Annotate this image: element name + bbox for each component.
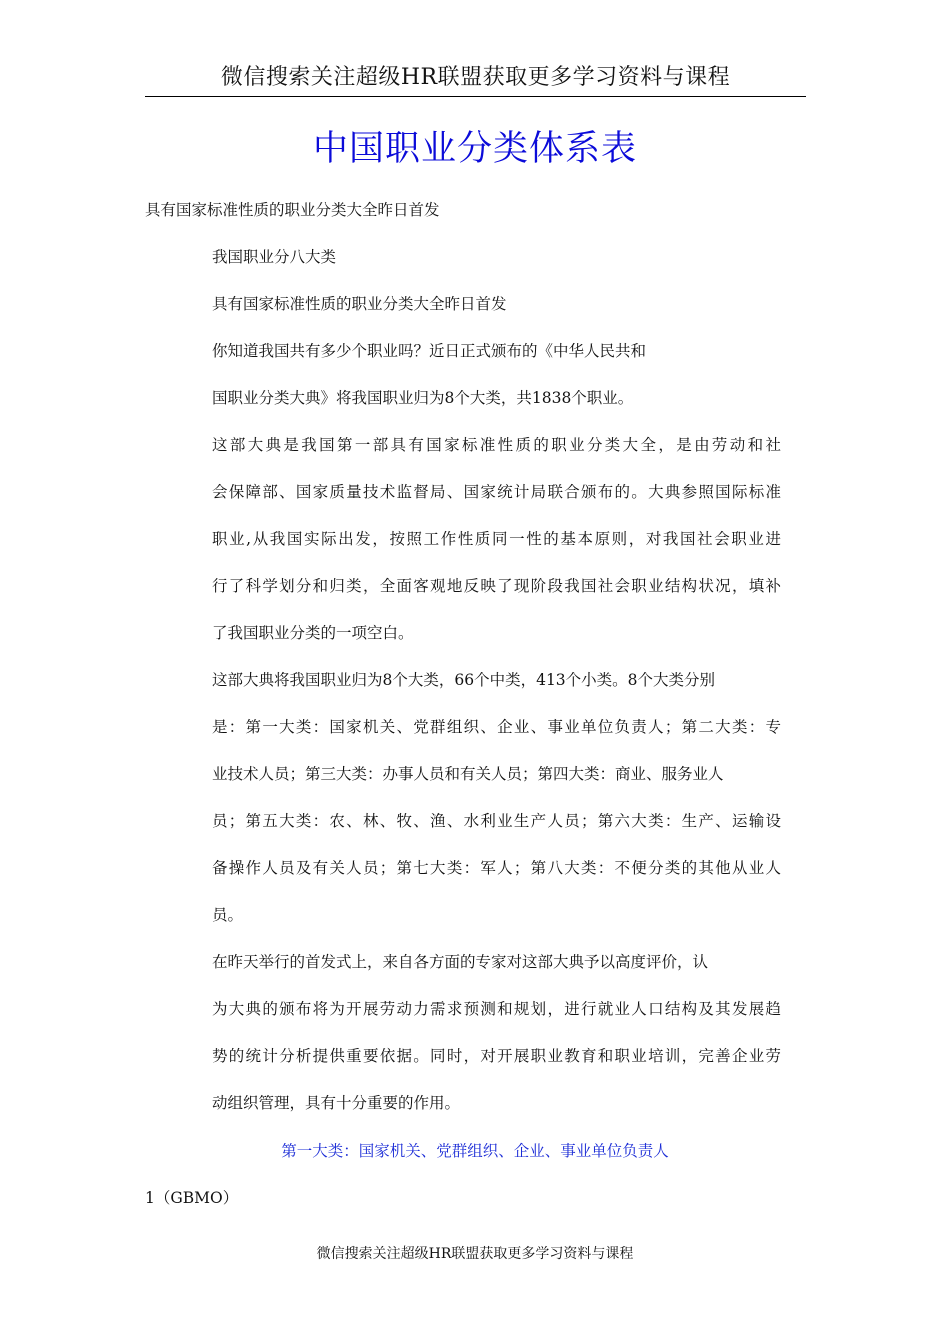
page-footer: 微信搜索关注超级HR联盟获取更多学习资料与课程	[316, 1246, 634, 1262]
paragraph-line: 备操作人员及有关人员；第七大类：军人；第八大类：不便分类的其他从业人	[212, 859, 781, 877]
paragraph-line: 会保障部、国家质量技术监督局、国家统计局联合颁布的。大典参照国际标准	[212, 483, 781, 501]
paragraph-line: 为大典的颁布将为开展劳动力需求预测和规划，进行就业人口结构及其发展趋	[212, 1000, 781, 1018]
category-code: 1（GBMO）	[145, 1189, 239, 1207]
paragraph-line: 了我国职业分类的一项空白。	[212, 624, 414, 642]
paragraph-line: 你知道我国共有多少个职业吗？近日正式颁布的《中华人民共和	[212, 342, 647, 360]
paragraph-line: 业技术人员；第三大类：办事人员和有关人员；第四大类：商业、服务业人	[212, 765, 724, 783]
paragraph-line: 这部大典是我国第一部具有国家标准性质的职业分类大全，是由劳动和社	[212, 436, 781, 454]
paragraph-line: 员；第五大类：农、林、牧、渔、水利业生产人员；第六大类：生产、运输设	[212, 812, 781, 830]
paragraph-line: 动组织管理，具有十分重要的作用。	[212, 1094, 461, 1112]
document-title: 中国职业分类体系表	[312, 129, 637, 169]
paragraph-line: 具有国家标准性质的职业分类大全昨日首发	[212, 295, 507, 313]
paragraph-line: 这部大典将我国职业归为8个大类，66个中类，413个小类。8个大类分别	[212, 671, 716, 689]
paragraph-line: 是：第一大类：国家机关、党群组织、企业、事业单位负责人；第二大类：专	[212, 718, 781, 736]
paragraph-line: 势的统计分析提供重要依据。同时，对开展职业教育和职业培训，完善企业劳	[212, 1047, 781, 1065]
paragraph-line: 国职业分类大典》将我国职业归为8个大类，共1838个职业。	[212, 389, 634, 407]
paragraph-line: 员。	[212, 906, 244, 924]
section-heading: 第一大类：国家机关、党群组织、企业、事业单位负责人	[281, 1142, 669, 1160]
page-header: 微信搜索关注超级HR联盟获取更多学习资料与课程	[220, 65, 731, 90]
intro-line: 具有国家标准性质的职业分类大全昨日首发	[145, 201, 440, 219]
header-divider	[145, 96, 806, 97]
paragraph-line: 行了科学划分和归类，全面客观地反映了现阶段我国社会职业结构状况，填补	[212, 577, 781, 595]
paragraph-line: 在昨天举行的首发式上，来自各方面的专家对这部大典予以高度评价，认	[212, 953, 709, 971]
paragraph-line: 职业,从我国实际出发，按照工作性质同一性的基本原则，对我国社会职业进	[212, 530, 781, 548]
paragraph-line: 我国职业分八大类	[212, 248, 337, 266]
